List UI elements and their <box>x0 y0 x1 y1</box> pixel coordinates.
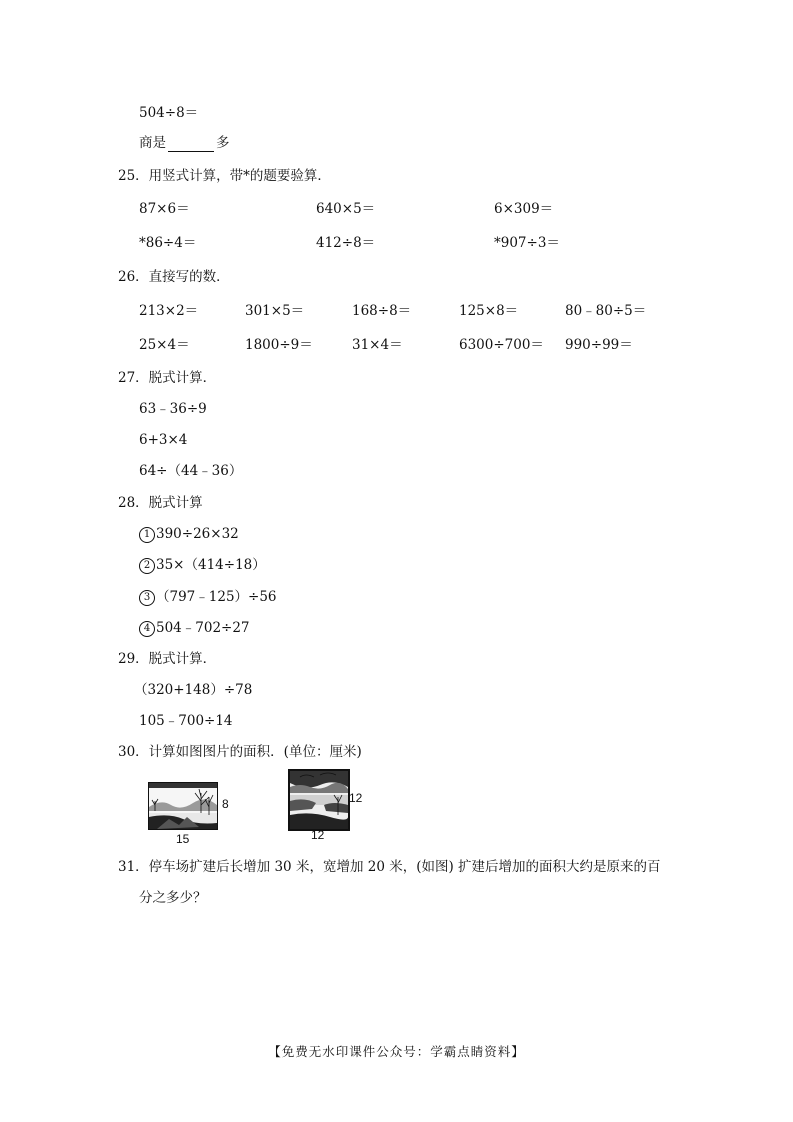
q29-title: 29．脱式计算． <box>118 651 217 667</box>
q31-text-line1: 31．停车场扩建后长增加 30 米，宽增加 20 米，(如图) 扩建后增加的面积大约是原来的百 <box>118 859 661 875</box>
q25-item: 640×5＝ <box>316 201 376 217</box>
q27-title: 27．脱式计算． <box>118 370 217 386</box>
q26-item: 301×5＝ <box>245 303 305 319</box>
q25-item: 87×6＝ <box>139 201 190 217</box>
landscape-picture-1 <box>148 782 218 830</box>
q28-item <box>139 556 266 574</box>
q26-item: 125×8＝ <box>459 303 519 319</box>
circled-number: 1 <box>139 527 155 543</box>
q26-item: 168÷8＝ <box>352 303 412 319</box>
fig2-width-label: 12 <box>311 828 325 842</box>
q25-item: *907÷3＝ <box>494 235 560 251</box>
circled-number: 3 <box>139 590 155 606</box>
q27-item: 6+3×4 <box>139 432 188 448</box>
q25-title: 25．用竖式计算，带*的题要验算． <box>118 168 331 184</box>
answer-blank <box>168 137 214 152</box>
circled-number: 4 <box>139 621 155 637</box>
q28-expression: （797﹣125）÷56 <box>156 589 277 605</box>
q28-item <box>139 619 250 637</box>
page-footer: 【免费无水印课件公众号：学霸点睛资料】 <box>268 1044 525 1059</box>
snow-landscape-image <box>149 783 217 829</box>
q27-item: 63﹣36÷9 <box>139 401 207 417</box>
q30-title: 30．计算如图图片的面积．(单位：厘米) <box>118 744 362 760</box>
q31-text-line2: 分之多少？ <box>139 890 207 906</box>
q26-item: 213×2＝ <box>139 303 199 319</box>
q28-item <box>139 525 239 543</box>
q26-item: 31×4＝ <box>352 337 403 353</box>
q28-item <box>139 588 277 606</box>
q24-quotient-prefix: 商是 <box>139 135 166 151</box>
q28-expression: 35×（414÷18） <box>156 557 266 573</box>
q28-expression: 504﹣702÷27 <box>156 620 250 636</box>
fig2-height-label: 12 <box>349 791 363 805</box>
q24-expression: 504÷8＝ <box>139 105 199 121</box>
circled-number: 2 <box>139 558 155 574</box>
q26-title: 26．直接写的数． <box>118 269 230 285</box>
q26-item: 990÷99＝ <box>565 337 633 353</box>
lake-landscape-image <box>290 771 348 829</box>
q26-item: 6300÷700＝ <box>459 337 544 353</box>
q26-item: 25×4＝ <box>139 337 190 353</box>
q28-title: 28．脱式计算 <box>118 495 203 511</box>
q25-item: 6×309＝ <box>494 201 554 217</box>
fig1-height-label: 8 <box>222 797 229 811</box>
q29-item: 105﹣700÷14 <box>139 713 233 729</box>
q27-item: 64÷（44﹣36） <box>139 463 243 479</box>
q25-item: 412÷8＝ <box>316 235 376 251</box>
q24-quotient-line <box>139 134 230 152</box>
q24-quotient-suffix: 多 <box>216 135 230 151</box>
landscape-picture-2 <box>288 769 350 831</box>
q29-item: （320+148）÷78 <box>134 682 253 698</box>
fig1-width-label: 15 <box>176 832 190 846</box>
q26-item: 80﹣80÷5＝ <box>565 303 647 319</box>
q25-item: *86÷4＝ <box>139 235 197 251</box>
q28-expression: 390÷26×32 <box>156 526 239 542</box>
q26-item: 1800÷9＝ <box>245 337 313 353</box>
